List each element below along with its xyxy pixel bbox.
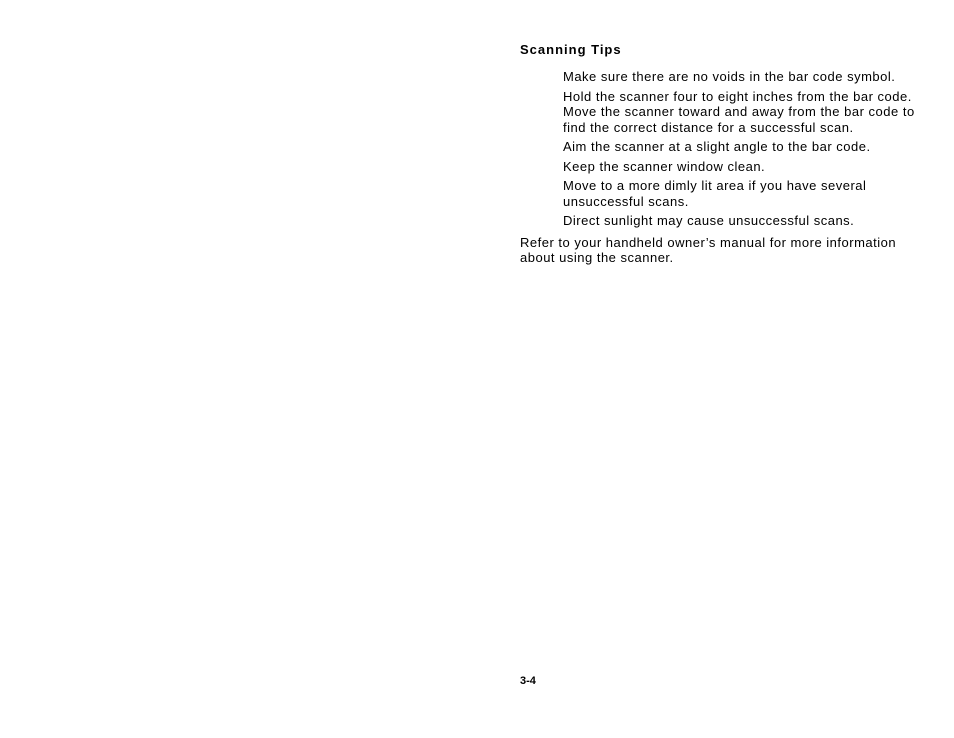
list-item: Hold the scanner four to eight inches from the bar code. Move the scanner toward and away from the bar code to find the correct distance for a successful scan. <box>563 88 915 135</box>
list-item: Direct sunlight may cause unsuccessful scans. <box>563 213 855 228</box>
tips-list <box>520 69 920 229</box>
page-number: 3-4 <box>520 675 536 687</box>
list-item: Keep the scanner window clean. <box>563 158 766 174</box>
refer-paragraph: Refer to your handheld owner’s manual for more information about using the scanner. <box>520 234 897 265</box>
scanning-tips-section <box>520 42 920 266</box>
list-item: Make sure there are no voids in the bar code symbol. <box>563 69 896 84</box>
list-item: Aim the scanner at a slight angle to the bar code. <box>563 139 871 154</box>
list-item: Move to a more dimly lit area if you have several unsuccessful scans. <box>563 178 867 209</box>
section-heading: Scanning Tips <box>520 42 622 57</box>
